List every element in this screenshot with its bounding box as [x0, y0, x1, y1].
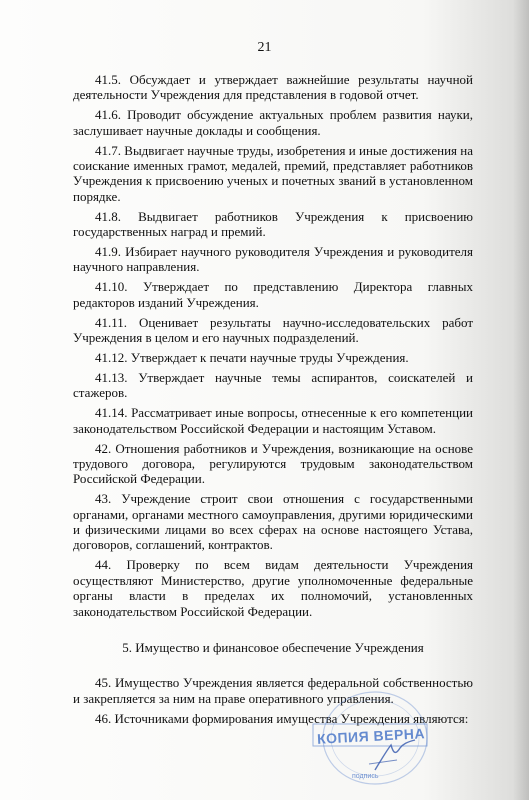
paragraph-text: Рассматривает иные вопросы, отнесенные к его компетенции законодательством Российской Федерации и настоящим Уставом.: [73, 405, 474, 436]
paragraph-text: Проводит обсуждение актуальных проблем развития науки, заслушивает научные доклады и сообщения.: [73, 107, 474, 138]
paragraph-text: Обсуждает и утверждает важнейшие результаты научной деятельности Учреждения для представления в годовой отчет.: [73, 72, 473, 103]
paragraph-41-5: [73, 72, 473, 103]
paragraph-number: 41.13.: [95, 369, 128, 385]
paragraph-41-12: [73, 350, 473, 365]
paragraph-text: Имущество Учреждения является федеральной собственностью и закрепляется за ним на праве оперативного управления.: [73, 675, 474, 706]
paragraph-number: 42.: [95, 440, 112, 456]
paragraph-number: 41.6.: [95, 107, 121, 123]
paragraph-text: Оценивает результаты научно-исследовательских работ Учреждения в целом и его научных подразделений.: [73, 314, 473, 346]
paragraph-text: Утверждает научные темы аспирантов, соискателей и стажеров.: [73, 369, 474, 401]
paragraph-text: Учреждение строит свои отношения с государственными органами, органами местного самоуправления, другими юридическими и физическими лицами во всех сферах на основе настоящего Устава, договоров, соглашений, контрактов.: [73, 491, 474, 553]
paragraph-text: Избирает научного руководителя Учреждения и руководителя научного направления.: [73, 244, 474, 275]
paragraph-number: 45.: [95, 675, 112, 691]
paragraph-number: 43.: [95, 491, 112, 507]
paragraph-46: [73, 711, 473, 726]
page-edge-shadow: [513, 0, 529, 800]
paragraph-number: 41.14.: [95, 405, 128, 421]
document-body: [73, 72, 473, 731]
paragraph-number: 46.: [95, 710, 112, 726]
paragraph-42: [73, 441, 473, 487]
paragraph-number: 44.: [95, 557, 112, 573]
paragraph-number: 41.7.: [95, 142, 121, 158]
paragraph-41-11: [73, 315, 473, 346]
stamp-label: КОПИЯ ВЕРНА: [316, 725, 426, 747]
paragraph-text: Выдвигает научные труды, изобретения и иные достижения на соискание именных грамот, медалей, премий, представляет работников Учреждения к присвоению ученых и почетных званий в установленном порядке.: [73, 142, 474, 204]
paragraph-44: [73, 557, 473, 619]
stamp-signature-caption: подпись: [352, 773, 379, 780]
paragraph-text: Проверку по всем видам деятельности Учреждения осуществляют Министерство, другие уполномоченные федеральные органы власти в пределах их полномочий, установленных законодательством Российской Федерации.: [73, 557, 473, 619]
paragraph-number: 41.5.: [95, 72, 121, 87]
paragraph-45: [73, 675, 473, 706]
section-heading: 5. Имущество и финансовое обеспечение Учреждения: [122, 640, 424, 655]
paragraph-41-14: [73, 405, 473, 436]
paragraph-41-9: [73, 244, 473, 275]
paragraph-41-13: [73, 370, 473, 401]
page-number: 21: [257, 40, 272, 55]
paragraph-text: Выдвигает работников Учреждения к присвоению государственных наград и премий.: [73, 208, 473, 240]
paragraph-text: Утверждает к печати научные труды Учреждения.: [130, 350, 409, 365]
paragraph-number: 41.8.: [95, 208, 121, 224]
paragraph-43: [73, 491, 473, 553]
paragraph-text: Отношения работников и Учреждения, возникающие на основе трудового договора, регулируются трудовым законодательством Российской Федерации.: [73, 440, 474, 487]
paragraph-number: 41.9.: [95, 244, 121, 260]
paragraph-41-8: [73, 209, 473, 240]
paragraph-number: 41.10.: [95, 279, 128, 295]
paragraph-number: 41.12.: [95, 350, 128, 365]
signature-scribble: [375, 740, 415, 770]
paragraph-text: Утверждает по представлению Директора главных редакторов изданий Учреждения.: [73, 279, 474, 310]
paragraph-41-7: [73, 143, 473, 205]
paragraph-41-6: [73, 107, 473, 138]
paragraph-41-10: [73, 279, 473, 310]
paragraph-text: Источниками формирования имущества Учреждения являются:: [114, 710, 469, 726]
paragraph-number: 41.11.: [95, 314, 128, 330]
